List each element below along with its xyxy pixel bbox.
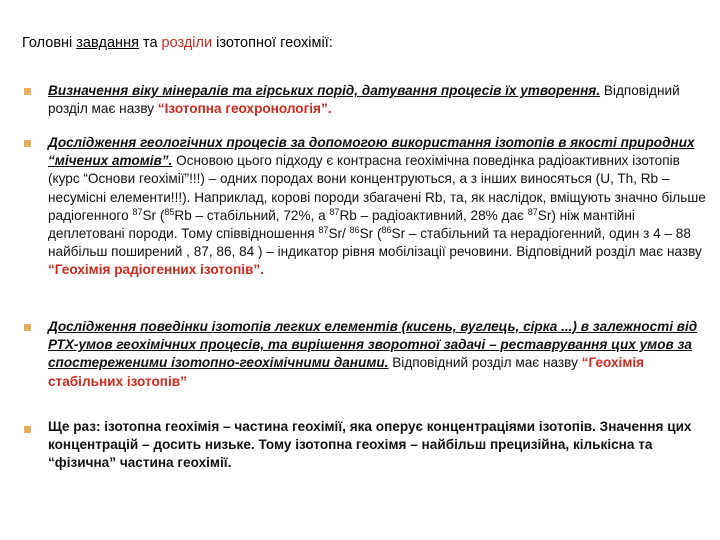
item-2-text: Sr ( (142, 207, 165, 223)
item-2-text: Основою цього підходу є контрасна геохімічна поведінка радіоактивних ізотопів (курс “Основи геохімії”!!!) – одних породах вони концентруються, а з інших виносяться (U, Th, Rb – несумісні елементи!!!). Наприклад, корові породи збагачені Rb, та, як наслідок, вміщують значно більше радіогенного (48, 153, 706, 223)
square-bullet-icon (24, 426, 31, 433)
list-item-stable-isotopes (48, 318, 708, 391)
item-3-section-prefix: Відповідний розділ має назву (388, 355, 582, 371)
list-item-geochronology (48, 82, 708, 118)
heading-part-5: ізотопної геохімії: (212, 35, 333, 51)
isotope-mass-86: 86 (381, 225, 392, 236)
heading-part-1: Головні (22, 35, 77, 51)
list-item-radiogenic (48, 134, 708, 280)
item-1-main: Визначення віку мінералів та гірських порід, датування процесів їх утворення. (48, 83, 601, 98)
item-1-section-name: “Ізотопна геохронологія”. (157, 101, 332, 117)
item-3-main: Дослідження поведінки ізотопів легких елементів (кисень, вуглець, сірка ...) в залежності від РТХ-умов геохімічних процесів, та вирішення зворотної задачі – реставрування цих умов за спостереженими ізотопно-геохімічними даними. (48, 319, 698, 371)
item-2-text: Rb – радіоактивний, 28% дає (339, 207, 528, 223)
item-1-section-prefix: Відповідний розділ має назву (48, 83, 680, 117)
item-2-text: Sr) ніж мантійні деплетовані породи. Тому співвідношення (48, 207, 635, 242)
heading-sections-red: розділи (161, 35, 213, 51)
isotope-mass-87: 87 (132, 206, 143, 217)
square-bullet-icon (24, 140, 31, 147)
item-2-section-name: “Геохімія радіогенних ізотопів”. (48, 262, 264, 278)
slide-heading (22, 34, 702, 52)
isotope-mass-85: 85 (164, 206, 175, 217)
item-2-text: Sr – стабільний та нерадіогенний, один з 4 – 88 найбільш поширений , 87, 86, 84 ) – індикатор рівня мобілізації речовини. Відповідний розділ має назву (48, 226, 702, 260)
item-2-text: Sr ( (359, 226, 382, 242)
list-item-summary (48, 418, 708, 473)
square-bullet-icon (24, 324, 31, 331)
item-3-section-name: “Геохімія стабільних ізотопів” (48, 355, 645, 389)
item-4-text: Ще раз: ізотопна геохімія – частина геохімії, яка оперує концентраціями ізотопів. Значення цих концентрацій – досить низьке. Тому ізотопна геохімя – найбільш прецизійна, кількісна та “фізична” частина геохімії. (48, 419, 692, 471)
item-2-text: Rb – стабільний, 72%, а (174, 207, 330, 223)
item-2-text: Sr/ (328, 226, 350, 242)
square-bullet-icon (24, 88, 31, 95)
heading-part-3: та (138, 35, 162, 51)
isotope-mass-87: 87 (318, 225, 329, 236)
isotope-mass-86: 86 (349, 225, 360, 236)
heading-tasks-underlined: завдання (76, 35, 139, 51)
isotope-mass-87: 87 (527, 206, 538, 217)
item-2-main: Дослідження геологічних процесів за допомогою використання ізотопів в якості природних “мічених атомів”. (48, 135, 695, 169)
isotope-mass-87: 87 (329, 206, 340, 217)
